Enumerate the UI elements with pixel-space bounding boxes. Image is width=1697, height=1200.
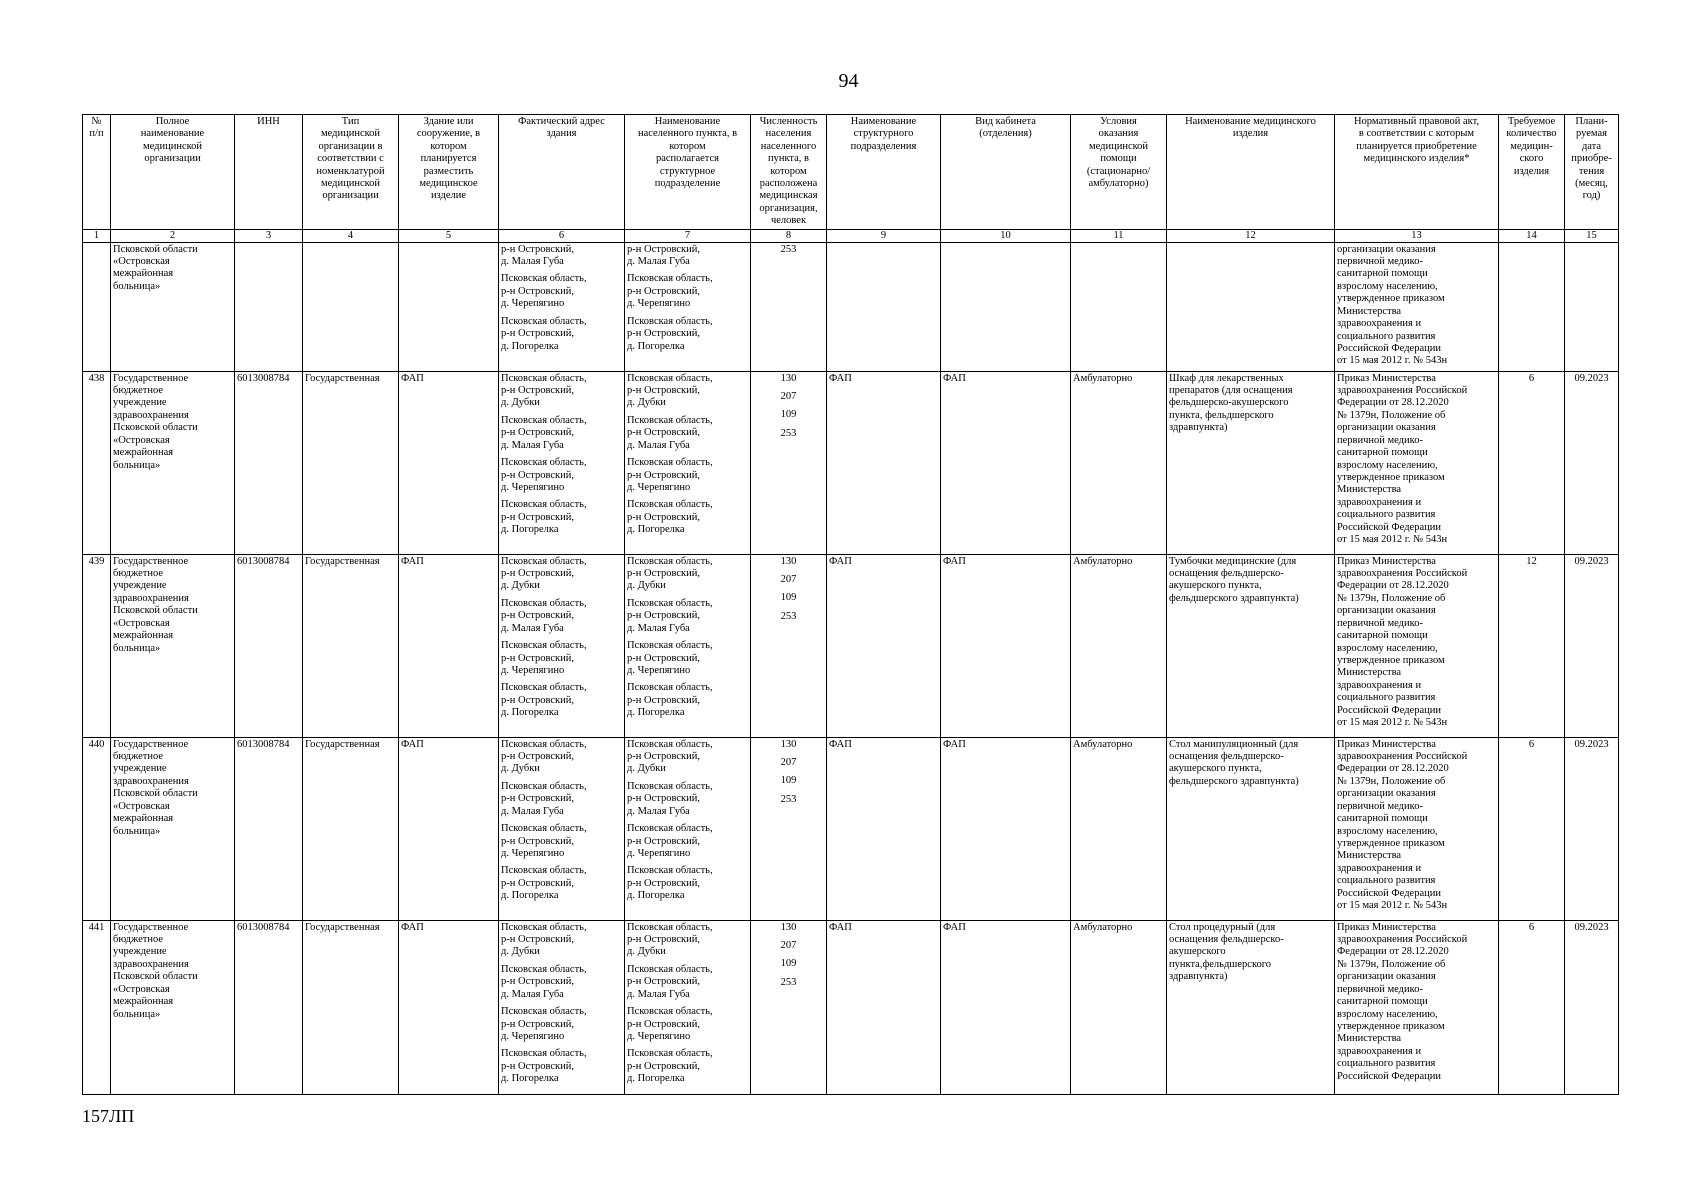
cell-population	[751, 920, 827, 1094]
table-row	[83, 371, 1619, 554]
cell-organization: Государственное бюджетное учреждение здравоохранения Псковской области «Островская межрайонная больница»	[111, 371, 235, 554]
cell-settlement	[625, 371, 751, 554]
table-row	[83, 554, 1619, 737]
column-header: Наименование медицинского изделия	[1167, 115, 1335, 230]
cell-cabinet	[941, 242, 1071, 371]
cell-population	[751, 554, 827, 737]
cell-unit: ФАП	[827, 737, 941, 920]
address-entry: Псковская область, р-н Островский, д. Малая Губа	[627, 414, 713, 451]
cell-unit: ФАП	[827, 371, 941, 554]
address-entry: Псковская область, р-н Островский, д. Черепягино	[627, 273, 713, 310]
cell-date: 09.2023	[1565, 371, 1619, 554]
cell-unit: ФАП	[827, 920, 941, 1094]
column-header: Наименование населенного пункта, в котором располагается структурное подразделение	[625, 115, 751, 230]
column-header: Нормативный правовой акт, в соответствии с которым планируется приобретение медицинского изделия*	[1335, 115, 1499, 230]
column-header: Требуемое количество медицин- ского изделия	[1499, 115, 1565, 230]
column-header: № п/п	[83, 115, 111, 230]
address-entry: Псковская область, р-н Островский, д. Черепягино	[627, 823, 713, 859]
address-entry: Псковская область, р-н Островский, д. Дубки	[501, 921, 587, 958]
cell-type	[303, 242, 399, 371]
cell-population	[751, 737, 827, 920]
address-entry: Псковская область, р-н Островский, д. Погорелка	[627, 315, 713, 352]
cell-date: 09.2023	[1565, 737, 1619, 920]
column-header: Условия оказания медицинской помощи (стационарно/ амбулаторно)	[1071, 115, 1167, 230]
column-header: Тип медицинской организации в соответствии с номенклатурой медицинской организации	[303, 115, 399, 230]
address-entry: Псковская область, р-н Островский, д. Черепягино	[501, 457, 587, 493]
cell-conditions: Амбулаторно	[1071, 554, 1167, 737]
population-value: 253	[780, 976, 797, 988]
cell-legal-act: Приказ Министерства здравоохранения Российской Федерации от 28.12.2020 № 1379н, Положение об организации оказания первичной медико- санитарной помощи взрослому населению, утвержденное приказом Министерства здравоохранения и социального развития Российской Федерации от 15 мая 2012 г. № 543н	[1335, 371, 1499, 554]
page-number: 94	[838, 70, 859, 92]
population-value: 130	[780, 372, 797, 384]
column-number: 5	[399, 229, 499, 242]
cell-conditions	[1071, 242, 1167, 371]
cell-date: 09.2023	[1565, 920, 1619, 1094]
cell-building: ФАП	[399, 920, 499, 1094]
address-entry: Псковская область, р-н Островский, д. Погорелка	[627, 682, 713, 719]
cell-building: ФАП	[399, 371, 499, 554]
cell-device	[1167, 242, 1335, 371]
cell-inn: 6013008784	[235, 920, 303, 1094]
cell-num: 441	[83, 920, 111, 1094]
cell-population	[751, 371, 827, 554]
column-header: Наименование структурного подразделения	[827, 115, 941, 230]
cell-legal-act: Приказ Министерства здравоохранения Российской Федерации от 28.12.2020 № 1379н, Положение об организации оказания первичной медико- санитарной помощи взрослому населению, утвержденное приказом Министерства здравоохранения и социального развития Российской Федерации	[1335, 920, 1499, 1094]
cell-type: Государственная	[303, 737, 399, 920]
address-entry: Псковская область, р-н Островский, д. Погорелка	[501, 1048, 587, 1085]
cell-quantity: 6	[1499, 920, 1565, 1094]
address-entry: Псковская область, р-н Островский, д. Черепягино	[627, 457, 713, 493]
cell-cabinet: ФАП	[941, 920, 1071, 1094]
address-entry: Псковская область, р-н Островский, д. Малая Губа	[627, 780, 713, 817]
population-value: 109	[780, 409, 797, 421]
cell-conditions: Амбулаторно	[1071, 371, 1167, 554]
table-row	[83, 737, 1619, 920]
cell-settlement	[625, 242, 751, 371]
cell-conditions: Амбулаторно	[1071, 737, 1167, 920]
address-entry: Псковская область, р-н Островский, д. Дубки	[501, 738, 587, 775]
column-number: 15	[1565, 229, 1619, 242]
column-number: 9	[827, 229, 941, 242]
cell-settlement	[625, 737, 751, 920]
cell-quantity	[1499, 242, 1565, 371]
cell-type: Государственная	[303, 920, 399, 1094]
cell-organization: Государственное бюджетное учреждение здравоохранения Псковской области «Островская межрайонная больница»	[111, 554, 235, 737]
column-number: 2	[111, 229, 235, 242]
population-value: 130	[780, 921, 797, 933]
cell-date	[1565, 242, 1619, 371]
address-entry: Псковская область, р-н Островский, д. Черепягино	[501, 1006, 587, 1042]
address-entry: Псковская область, р-н Островский, д. Малая Губа	[501, 963, 587, 1000]
cell-organization: Государственное бюджетное учреждение здравоохранения Псковской области «Островская межрайонная больница»	[111, 920, 235, 1094]
cell-address	[499, 371, 625, 554]
population-value: 130	[780, 738, 797, 750]
cell-date: 09.2023	[1565, 554, 1619, 737]
column-number: 7	[625, 229, 751, 242]
address-entry: Псковская область, р-н Островский, д. Черепягино	[501, 823, 587, 859]
address-entry: Псковская область, р-н Островский, д. Погорелка	[501, 315, 587, 352]
cell-inn: 6013008784	[235, 554, 303, 737]
cell-quantity: 6	[1499, 371, 1565, 554]
population-value: 109	[780, 958, 797, 970]
cell-organization: Псковской области «Островская межрайонная больница»	[111, 242, 235, 371]
column-header: Полное наименование медицинской организации	[111, 115, 235, 230]
column-header: ИНН	[235, 115, 303, 230]
cell-population	[751, 242, 827, 371]
cell-building: ФАП	[399, 737, 499, 920]
address-entry: р-н Островский, д. Малая Губа	[501, 243, 574, 268]
population-value: 253	[780, 793, 797, 805]
column-header: Фактический адрес здания	[499, 115, 625, 230]
cell-building	[399, 242, 499, 371]
header-row	[83, 115, 1619, 230]
cell-cabinet: ФАП	[941, 371, 1071, 554]
cell-device: Стол процедурный (для оснащения фельдшерско- акушерского пункта,фельдшерского здравпункта)	[1167, 920, 1335, 1094]
cell-type: Государственная	[303, 554, 399, 737]
address-entry: Псковская область, р-н Островский, д. Черепягино	[627, 1006, 713, 1042]
cell-cabinet: ФАП	[941, 554, 1071, 737]
column-number-row	[83, 229, 1619, 242]
address-entry: Псковская область, р-н Островский, д. Дубки	[627, 555, 713, 592]
cell-organization: Государственное бюджетное учреждение здравоохранения Псковской области «Островская межрайонная больница»	[111, 737, 235, 920]
population-value: 109	[780, 775, 797, 787]
column-number: 1	[83, 229, 111, 242]
address-entry: Псковская область, р-н Островский, д. Малая Губа	[501, 414, 587, 451]
cell-quantity: 12	[1499, 554, 1565, 737]
address-entry: Псковская область, р-н Островский, д. Малая Губа	[627, 597, 713, 634]
cell-inn: 6013008784	[235, 371, 303, 554]
address-entry: Псковская область, р-н Островский, д. Дубки	[627, 372, 713, 409]
population-value: 130	[780, 555, 797, 567]
population-value: 253	[780, 427, 797, 439]
column-header: Здание или сооружение, в котором планируется разместить медицинское изделие	[399, 115, 499, 230]
address-entry: Псковская область, р-н Островский, д. Дубки	[501, 555, 587, 592]
cell-inn	[235, 242, 303, 371]
population-value: 109	[780, 592, 797, 604]
address-entry: Псковская область, р-н Островский, д. Малая Губа	[501, 597, 587, 634]
cell-cabinet: ФАП	[941, 737, 1071, 920]
cell-num: 439	[83, 554, 111, 737]
column-number: 3	[235, 229, 303, 242]
cell-address	[499, 737, 625, 920]
cell-quantity: 6	[1499, 737, 1565, 920]
cell-unit: ФАП	[827, 554, 941, 737]
address-entry: Псковская область, р-н Островский, д. Черепягино	[501, 640, 587, 676]
address-entry: р-н Островский, д. Малая Губа	[627, 243, 700, 268]
column-number: 13	[1335, 229, 1499, 242]
address-entry: Псковская область, р-н Островский, д. Погорелка	[501, 865, 587, 902]
column-header: Численность населения населенного пункта, в котором расположена медицинская организация, человек	[751, 115, 827, 230]
column-number: 8	[751, 229, 827, 242]
address-entry: Псковская область, р-н Островский, д. Малая Губа	[501, 780, 587, 817]
address-entry: Псковская область, р-н Островский, д. Черепягино	[501, 273, 587, 310]
column-number: 14	[1499, 229, 1565, 242]
column-number: 4	[303, 229, 399, 242]
address-entry: Псковская область, р-н Островский, д. Дубки	[501, 372, 587, 409]
cell-num: 440	[83, 737, 111, 920]
population-value: 253	[780, 243, 797, 255]
address-entry: Псковская область, р-н Островский, д. Погорелка	[627, 499, 713, 536]
cell-address	[499, 242, 625, 371]
cell-num: 438	[83, 371, 111, 554]
cell-inn: 6013008784	[235, 737, 303, 920]
medical-equipment-table	[82, 114, 1619, 1095]
cell-legal-act: организации оказания первичной медико- санитарной помощи взрослому населению, утвержденное приказом Министерства здравоохранения и социального развития Российской Федерации от 15 мая 2012 г. № 543н	[1335, 242, 1499, 371]
cell-settlement	[625, 920, 751, 1094]
address-entry: Псковская область, р-н Островский, д. Погорелка	[501, 682, 587, 719]
cell-legal-act: Приказ Министерства здравоохранения Российской Федерации от 28.12.2020 № 1379н, Положение об организации оказания первичной медико- санитарной помощи взрослому населению, утвержденное приказом Министерства здравоохранения и социального развития Российской Федерации от 15 мая 2012 г. № 543н	[1335, 554, 1499, 737]
cell-address	[499, 554, 625, 737]
cell-num	[83, 242, 111, 371]
population-value: 207	[780, 391, 797, 403]
footer-code: 157ЛП	[82, 1106, 135, 1126]
table-row	[83, 920, 1619, 1094]
cell-device: Шкаф для лекарственных препаратов (для оснащения фельдшерско-акушерского пункта, фельдшерского здравпункта)	[1167, 371, 1335, 554]
population-value: 253	[780, 610, 797, 622]
column-header: Плани- руемая дата приобре- тения (месяц, год)	[1565, 115, 1619, 230]
cell-address	[499, 920, 625, 1094]
column-number: 11	[1071, 229, 1167, 242]
column-header: Вид кабинета (отделения)	[941, 115, 1071, 230]
cell-conditions: Амбулаторно	[1071, 920, 1167, 1094]
address-entry: Псковская область, р-н Островский, д. Погорелка	[501, 499, 587, 536]
cell-legal-act: Приказ Министерства здравоохранения Российской Федерации от 28.12.2020 № 1379н, Положение об организации оказания первичной медико- санитарной помощи взрослому населению, утвержденное приказом Министерства здравоохранения и социального развития Российской Федерации от 15 мая 2012 г. № 543н	[1335, 737, 1499, 920]
cell-unit	[827, 242, 941, 371]
column-number: 10	[941, 229, 1071, 242]
population-value: 207	[780, 940, 797, 952]
table-row-continued	[83, 242, 1619, 371]
column-number: 12	[1167, 229, 1335, 242]
address-entry: Псковская область, р-н Островский, д. Малая Губа	[627, 963, 713, 1000]
cell-device: Тумбочки медицинские (для оснащения фельдшерско- акушерского пункта, фельдшерского здравпункта)	[1167, 554, 1335, 737]
cell-type: Государственная	[303, 371, 399, 554]
address-entry: Псковская область, р-н Островский, д. Дубки	[627, 921, 713, 958]
column-number: 6	[499, 229, 625, 242]
address-entry: Псковская область, р-н Островский, д. Дубки	[627, 738, 713, 775]
cell-device: Стол манипуляционный (для оснащения фельдшерско- акушерского пункта, фельдшерского здравпункта)	[1167, 737, 1335, 920]
address-entry: Псковская область, р-н Островский, д. Погорелка	[627, 1048, 713, 1085]
cell-settlement	[625, 554, 751, 737]
address-entry: Псковская область, р-н Островский, д. Погорелка	[627, 865, 713, 902]
population-value: 207	[780, 574, 797, 586]
cell-building: ФАП	[399, 554, 499, 737]
address-entry: Псковская область, р-н Островский, д. Черепягино	[627, 640, 713, 676]
population-value: 207	[780, 757, 797, 769]
